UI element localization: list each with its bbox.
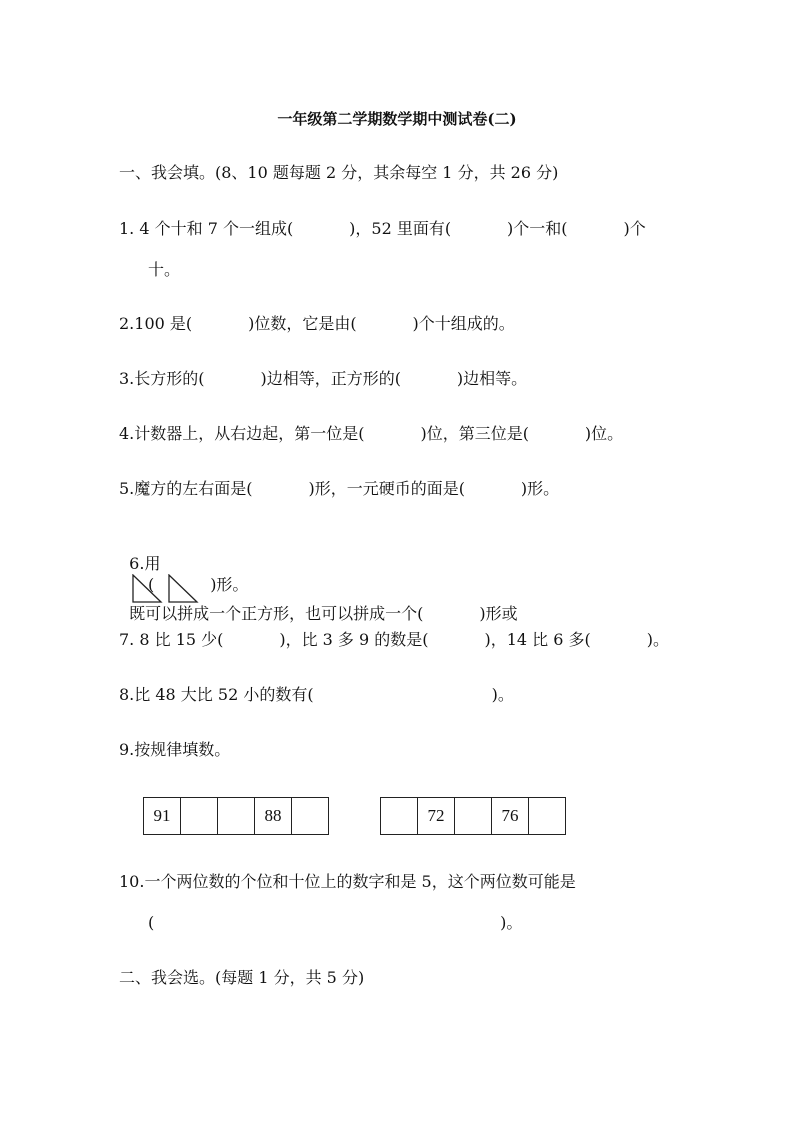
q1-line1: 1. 4 个十和 7 个一组成( )，52 里面有( )个一和( )个 [119, 219, 646, 238]
section1-heading: 一、我会填。(8、10 题每题 2 分，其余每空 1 分，共 26 分) [119, 163, 559, 182]
q6-line2: ( )形。 [148, 575, 249, 594]
number-box-row-1 [143, 797, 329, 835]
number-box [180, 797, 218, 835]
q8: 8.比 48 大比 52 小的数有( )。 [119, 685, 514, 704]
q7: 7. 8 比 15 少( )，比 3 多 9 的数是( )，14 比 6 多( )。 [119, 630, 669, 649]
number-box: 76 [491, 797, 529, 835]
q2: 2.100 是( )位数，它是由( )个十组成的。 [119, 314, 515, 333]
number-box [454, 797, 492, 835]
q10-line2: ( )。 [148, 913, 523, 932]
q4: 4.计数器上，从右边起，第一位是( )位，第三位是( )位。 [119, 424, 624, 443]
number-box: 72 [417, 797, 455, 835]
section2-heading: 二、我会选。(每题 1 分，共 5 分) [119, 968, 365, 987]
number-box: 91 [143, 797, 181, 835]
q9-label: 9.按规律填数。 [119, 740, 231, 759]
number-box [217, 797, 255, 835]
number-box [380, 797, 418, 835]
number-box [291, 797, 329, 835]
q5: 5.魔方的左右面是( )形，一元硬币的面是( )形。 [119, 479, 560, 498]
q1-line2: 十。 [148, 260, 181, 279]
number-box: 88 [254, 797, 292, 835]
page-title: 一年级第二学期数学期中测试卷(二) [277, 110, 517, 128]
q10-line1: 10.一个两位数的个位和十位上的数字和是 5，这个两位数可能是 [119, 872, 576, 891]
q6-middle: 既可以拼成一个正方形，也可以拼成一个( )形或 [129, 604, 518, 623]
number-box-row-2 [380, 797, 566, 835]
q3: 3.长方形的( )边相等，正方形的( )边相等。 [119, 369, 528, 388]
q6-prefix: 6.用 [129, 554, 161, 573]
number-box [528, 797, 566, 835]
